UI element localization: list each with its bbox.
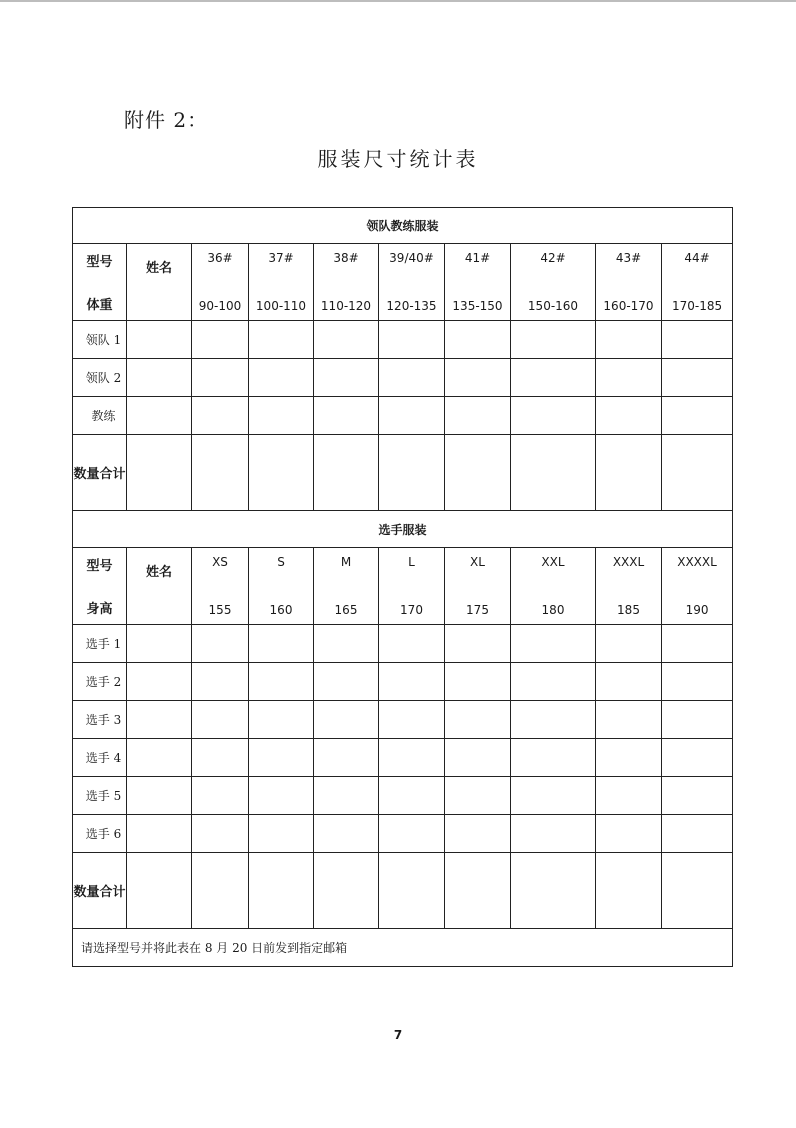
- coach-size-label: 37#: [268, 251, 294, 265]
- entry-cell[interactable]: [192, 321, 249, 359]
- entry-cell[interactable]: [662, 359, 733, 397]
- coach-quantity-total-cell: [73, 435, 127, 511]
- entry-cell[interactable]: [596, 625, 662, 663]
- player-height-label: 身高: [86, 602, 113, 617]
- coach-quantity-label: 数量: [73, 467, 100, 482]
- entry-cell[interactable]: [314, 701, 379, 739]
- entry-cell[interactable]: [379, 435, 445, 511]
- entry-cell[interactable]: [249, 701, 314, 739]
- entry-cell[interactable]: [662, 815, 733, 853]
- entry-cell[interactable]: [249, 359, 314, 397]
- footer-note: 请选择型号并将此表在 8 月 20 日前发到指定邮箱: [73, 929, 733, 967]
- player-size-label: M: [340, 555, 352, 569]
- entry-cell[interactable]: [511, 777, 596, 815]
- player-name-header: 姓名: [127, 548, 192, 625]
- coach-section-title: 领队教练服装: [73, 208, 733, 244]
- entry-cell[interactable]: [249, 777, 314, 815]
- coach-name-header: 姓名: [127, 244, 192, 321]
- entry-cell[interactable]: [511, 663, 596, 701]
- entry-cell[interactable]: [249, 663, 314, 701]
- table-row: [73, 625, 733, 663]
- entry-cell[interactable]: [127, 321, 192, 359]
- entry-cell[interactable]: [596, 701, 662, 739]
- entry-cell[interactable]: [127, 397, 192, 435]
- entry-cell[interactable]: [379, 701, 445, 739]
- player-row-label: 选手 2: [73, 663, 127, 701]
- player-type-label: 型号: [86, 559, 113, 574]
- document-title: 服装尺寸统计表: [317, 147, 479, 171]
- entry-cell[interactable]: [662, 435, 733, 511]
- entry-cell[interactable]: [192, 815, 249, 853]
- table-row: [73, 663, 733, 701]
- entry-cell[interactable]: [662, 625, 733, 663]
- coach-range-label: 150-160: [527, 299, 579, 313]
- coach-weight-label: 体重: [86, 298, 113, 313]
- coach-range-label: 110-120: [320, 299, 372, 313]
- entry-cell[interactable]: [379, 815, 445, 853]
- entry-cell[interactable]: [596, 777, 662, 815]
- coach-row-label: 领队 2: [73, 359, 127, 397]
- player-size-label: XS: [212, 555, 228, 569]
- entry-cell[interactable]: [511, 815, 596, 853]
- entry-cell[interactable]: [127, 663, 192, 701]
- player-row-label: 选手 6: [73, 815, 127, 853]
- coach-size-col-0: [192, 244, 249, 321]
- entry-cell[interactable]: [445, 815, 511, 853]
- player-size-col-3: [379, 548, 445, 625]
- player-size-label: S: [277, 555, 285, 569]
- player-row-label: 选手 3: [73, 701, 127, 739]
- coach-size-col-1: [249, 244, 314, 321]
- coach-size-label: 44#: [684, 251, 710, 265]
- player-quantity-total-cell: [73, 853, 127, 929]
- player-size-col-2: [314, 548, 379, 625]
- top-scan-edge: [0, 0, 796, 2]
- player-range-label: 185: [617, 603, 640, 617]
- entry-cell[interactable]: [249, 625, 314, 663]
- coach-section: [73, 208, 733, 511]
- entry-cell[interactable]: [249, 397, 314, 435]
- entry-cell[interactable]: [127, 853, 192, 929]
- entry-cell[interactable]: [314, 777, 379, 815]
- entry-cell[interactable]: [662, 853, 733, 929]
- coach-size-col-2: [314, 244, 379, 321]
- player-type-height-cell: [73, 548, 127, 625]
- entry-cell[interactable]: [511, 435, 596, 511]
- entry-cell[interactable]: [379, 777, 445, 815]
- coach-size-label: 36#: [207, 251, 233, 265]
- entry-cell[interactable]: [379, 321, 445, 359]
- entry-cell[interactable]: [662, 777, 733, 815]
- table-row: [73, 815, 733, 853]
- entry-cell[interactable]: [314, 739, 379, 777]
- coach-range-label: 135-150: [452, 299, 503, 313]
- entry-cell[interactable]: [127, 739, 192, 777]
- entry-cell[interactable]: [127, 625, 192, 663]
- table-row: [73, 321, 733, 359]
- entry-cell[interactable]: [445, 777, 511, 815]
- entry-cell[interactable]: [596, 397, 662, 435]
- entry-cell[interactable]: [511, 739, 596, 777]
- entry-cell[interactable]: [445, 663, 511, 701]
- entry-cell[interactable]: [445, 625, 511, 663]
- coach-range-label: 100-110: [255, 299, 307, 313]
- player-size-col-7: [662, 548, 733, 625]
- player-section-title: 选手服装: [73, 511, 733, 548]
- entry-cell[interactable]: [314, 815, 379, 853]
- entry-cell[interactable]: [511, 397, 596, 435]
- player-total-label: 合计: [99, 885, 126, 900]
- player-size-label: XL: [470, 555, 485, 569]
- attachment-label: 附件 2：: [124, 108, 209, 132]
- entry-cell[interactable]: [192, 435, 249, 511]
- entry-cell[interactable]: [314, 663, 379, 701]
- entry-cell[interactable]: [662, 663, 733, 701]
- entry-cell[interactable]: [379, 625, 445, 663]
- entry-cell[interactable]: [249, 321, 314, 359]
- entry-cell[interactable]: [596, 815, 662, 853]
- table-row: [73, 359, 733, 397]
- entry-cell[interactable]: [192, 397, 249, 435]
- player-size-label: XXXL: [612, 555, 645, 569]
- entry-cell[interactable]: [127, 435, 192, 511]
- entry-cell[interactable]: [445, 739, 511, 777]
- entry-cell[interactable]: [249, 815, 314, 853]
- coach-range-label: 120-135: [386, 299, 437, 313]
- player-total-row: [73, 853, 733, 929]
- player-range-label: 180: [541, 603, 565, 617]
- entry-cell[interactable]: [445, 853, 511, 929]
- entry-cell[interactable]: [445, 701, 511, 739]
- coach-size-col-7: [662, 244, 733, 321]
- player-range-label: 170: [400, 603, 423, 617]
- entry-cell[interactable]: [249, 853, 314, 929]
- player-size-label: XXL: [541, 555, 565, 569]
- player-quantity-label: 数量: [73, 885, 100, 900]
- coach-size-label: 41#: [464, 251, 491, 265]
- entry-cell[interactable]: [314, 397, 379, 435]
- entry-cell[interactable]: [596, 663, 662, 701]
- entry-cell[interactable]: [596, 321, 662, 359]
- entry-cell[interactable]: [379, 853, 445, 929]
- entry-cell[interactable]: [662, 701, 733, 739]
- coach-size-label: 42#: [540, 251, 566, 265]
- entry-cell[interactable]: [192, 739, 249, 777]
- player-section: [73, 511, 733, 929]
- coach-range-label: 90-100: [198, 299, 242, 313]
- table-row: [73, 777, 733, 815]
- entry-cell[interactable]: [445, 397, 511, 435]
- entry-cell[interactable]: [192, 663, 249, 701]
- entry-cell[interactable]: [314, 625, 379, 663]
- coach-size-col-3: [379, 244, 445, 321]
- entry-cell[interactable]: [127, 777, 192, 815]
- coach-total-row: [73, 435, 733, 511]
- entry-cell[interactable]: [596, 435, 662, 511]
- player-size-col-4: [445, 548, 511, 625]
- player-range-label: 190: [685, 603, 709, 617]
- player-size-col-6: [596, 548, 662, 625]
- player-header-row: [73, 548, 733, 625]
- entry-cell[interactable]: [662, 397, 733, 435]
- entry-cell[interactable]: [662, 739, 733, 777]
- entry-cell[interactable]: [249, 739, 314, 777]
- entry-cell[interactable]: [192, 359, 249, 397]
- entry-cell[interactable]: [379, 663, 445, 701]
- coach-total-label: 合计: [99, 467, 126, 482]
- entry-cell[interactable]: [314, 359, 379, 397]
- table-row: [73, 739, 733, 777]
- coach-row-label: 领队 1: [73, 321, 127, 359]
- player-size-label: XXXXL: [677, 555, 717, 569]
- coach-size-col-5: [511, 244, 596, 321]
- player-size-col-1: [249, 548, 314, 625]
- coach-range-label: 160-170: [603, 299, 654, 313]
- entry-cell[interactable]: [192, 777, 249, 815]
- player-size-label: L: [408, 555, 415, 569]
- entry-cell[interactable]: [127, 701, 192, 739]
- entry-cell[interactable]: [379, 359, 445, 397]
- player-range-label: 160: [269, 603, 293, 617]
- entry-cell[interactable]: [596, 739, 662, 777]
- entry-cell[interactable]: [192, 853, 249, 929]
- entry-cell[interactable]: [127, 815, 192, 853]
- entry-cell[interactable]: [662, 321, 733, 359]
- entry-cell[interactable]: [445, 359, 511, 397]
- coach-row-label: 教练: [73, 397, 127, 435]
- player-range-label: 155: [208, 603, 232, 617]
- coach-size-label: 39/40#: [389, 251, 434, 265]
- entry-cell[interactable]: [511, 321, 596, 359]
- player-row-label: 选手 4: [73, 739, 127, 777]
- size-statistics-table: [72, 207, 733, 967]
- entry-cell[interactable]: [445, 435, 511, 511]
- coach-size-col-6: [596, 244, 662, 321]
- table-row: [73, 701, 733, 739]
- coach-type-label: 型号: [86, 255, 113, 270]
- entry-cell[interactable]: [511, 701, 596, 739]
- player-range-label: 175: [466, 603, 489, 617]
- player-range-label: 165: [334, 603, 358, 617]
- entry-cell[interactable]: [249, 435, 314, 511]
- player-size-col-5: [511, 548, 596, 625]
- entry-cell[interactable]: [511, 853, 596, 929]
- coach-type-weight-cell: [73, 244, 127, 321]
- player-row-label: 选手 5: [73, 777, 127, 815]
- entry-cell[interactable]: [379, 739, 445, 777]
- entry-cell[interactable]: [379, 397, 445, 435]
- coach-range-label: 170-185: [671, 299, 723, 313]
- entry-cell[interactable]: [314, 435, 379, 511]
- entry-cell[interactable]: [445, 321, 511, 359]
- entry-cell[interactable]: [596, 359, 662, 397]
- entry-cell[interactable]: [596, 853, 662, 929]
- coach-size-label: 38#: [333, 251, 359, 265]
- coach-size-label: 43#: [615, 251, 642, 265]
- entry-cell[interactable]: [314, 321, 379, 359]
- page-number: 7: [393, 1028, 403, 1042]
- coach-header-row: [73, 244, 733, 321]
- entry-cell[interactable]: [127, 359, 192, 397]
- entry-cell[interactable]: [314, 853, 379, 929]
- player-size-col-0: [192, 548, 249, 625]
- entry-cell[interactable]: [192, 701, 249, 739]
- player-row-label: 选手 1: [73, 625, 127, 663]
- entry-cell[interactable]: [511, 359, 596, 397]
- table-row: [73, 397, 733, 435]
- coach-size-col-4: [445, 244, 511, 321]
- entry-cell[interactable]: [192, 625, 249, 663]
- entry-cell[interactable]: [511, 625, 596, 663]
